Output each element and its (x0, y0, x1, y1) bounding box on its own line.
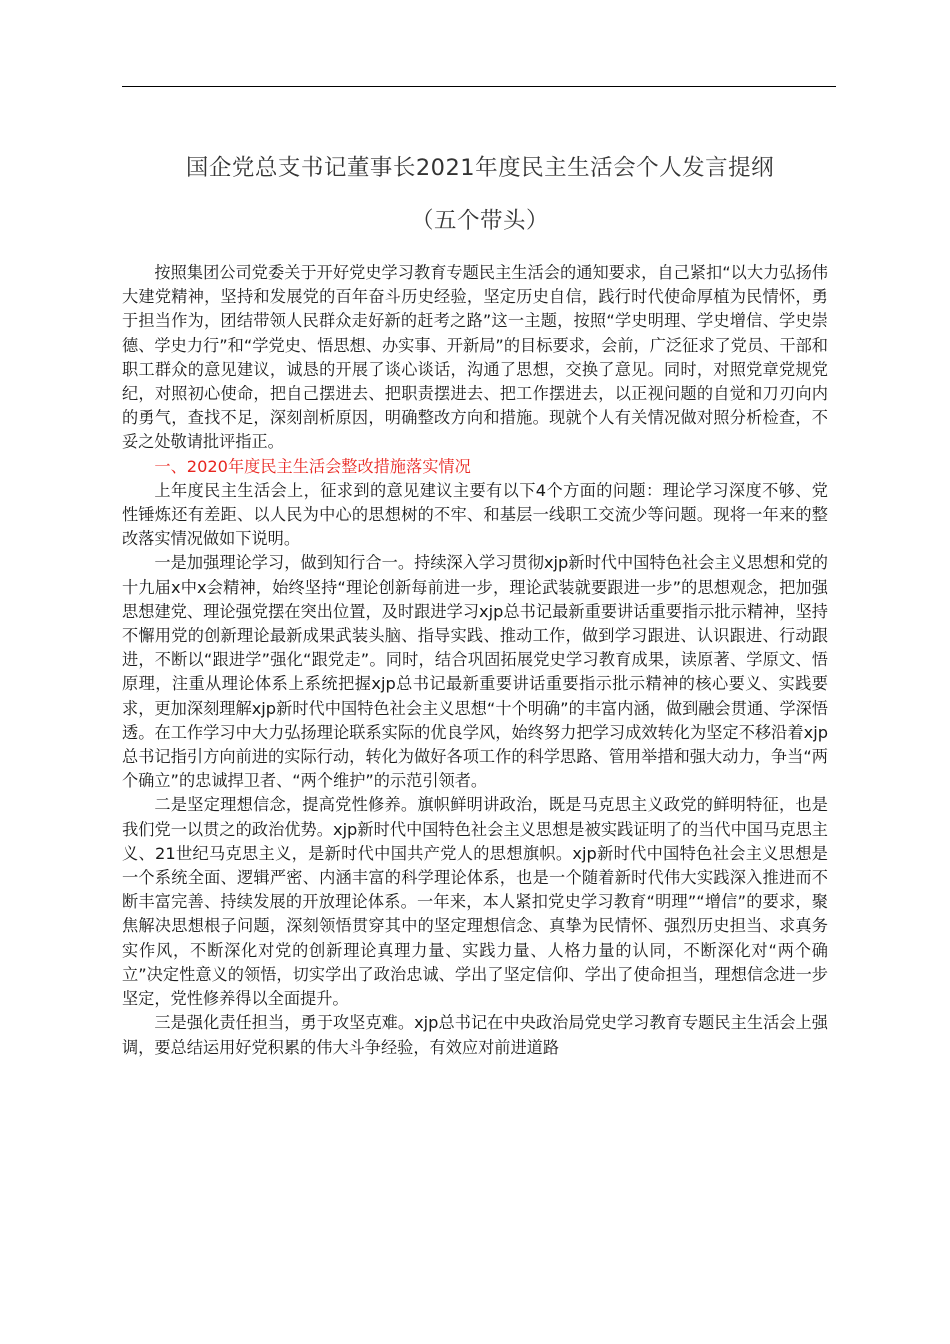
section-heading: 一、2020年度民主生活会整改措施落实情况 (154, 456, 471, 476)
paragraph-point-1: 一是加强理论学习，做到知行合一。持续深入学习贯彻xjp新时代中国特色社会主义思想和党的十九届x中x会精神，始终坚持“理论创新每前进一步，理论武装就要跟进一步”的思想观念，把加强思想建党、理论强党摆在突出位置，及时跟进学习xjp总书记最新重要讲话重要指示批示精神，坚持不懈用党的创新理论最新成果武装头脑、指导实践、推动工作，做到学习跟进、认识跟进、行动跟进，不断以“跟进学”强化“跟党走”。同时，结合巩固拓展党史学习教育成果，读原著、学原文、悟原理，注重从理论体系上系统把握xjp总书记最新重要讲话重要指示批示精神的核心要义、实践要求，更加深刻理解xjp新时代中国特色社会主义思想“十个明确”的丰富内涵，做到融会贯通、学深悟透。在工作学习中大力弘扬理论联系实际的优良学风，始终努力把学习成效转化为坚定不移沿着xjp总书记指引方向前进的实际行动，转化为做好各项工作的科学思路、管用举措和强大动力，争当“两个确立”的忠诚捍卫者、“两个维护”的示范引领者。 (122, 553, 828, 791)
paragraph-point-3: 三是强化责任担当，勇于攻坚克难。xjp总书记在中央政治局党史学习教育专题民主生活会上强调，要总结运用好党积累的伟大斗争经验，有效应对前进道路 (122, 1013, 828, 1057)
paragraph-intro: 按照集团公司党委关于开好党史学习教育专题民主生活会的通知要求，自己紧扣“以大力弘扬伟大建党精神，坚持和发展党的百年奋斗历史经验，坚定历史自信，践行时代使命厚植为民情怀，勇于担当作为，团结带领人民群众走好新的赶考之路”这一主题，按照“学史明理、学史增信、学史崇德、学史力行”和“学党史、悟思想、办实事、开新局”的目标要求，会前，广泛征求了党员、干部和职工群众的意见建议，诚恳的开展了谈心谈话，沟通了思想，交换了意见。同时，对照党章党规党纪，对照初心使命，把自己摆进去、把职责摆进去、把工作摆进去，以正视问题的自觉和刀刃向内的勇气，查找不足，深刻剖析原因，明确整改方向和措施。现就个人有关情况做对照分析检查，不妥之处敬请批评指正。 (122, 263, 828, 452)
document-body (122, 261, 828, 1060)
paragraph-summary: 上年度民主生活会上，征求到的意见建议主要有以下4个方面的问题：理论学习深度不够、党性锤炼还有差距、以人民为中心的思想树的不牢、和基层一线职工交流少等问题。现将一年来的整改落实情况做如下说明。 (122, 480, 828, 549)
document-title: 国企党总支书记董事长2021年度民主生活会个人发言提纲 (185, 155, 775, 181)
header-rule (122, 86, 836, 87)
document-subtitle: （五个带头） (410, 208, 549, 234)
paragraph-point-2: 二是坚定理想信念，提高党性修养。旗帜鲜明讲政治，既是马克思主义政党的鲜明特征，也是我们党一以贯之的政治优势。xjp新时代中国特色社会主义思想是被实践证明了的当代中国马克思主义、21世纪马克思主义，是新时代中国共产党人的思想旗帜。xjp新时代中国特色社会主义思想是一个系统全面、逻辑严密、内涵丰富的科学理论体系，也是一个随着新时代伟大实践深入推进而不断丰富完善、持续发展的开放理论体系。一年来，本人紧扣党史学习教育“明理”“增信”的要求，聚焦解决思想根子问题，深刻领悟贯穿其中的坚定理想信念、真挚为民情怀、强烈历史担当、求真务实作风，不断深化对党的创新理论真理力量、实践力量、人格力量的认同，不断深化对“两个确立”决定性意义的领悟，切实学出了政治忠诚、学出了坚定信仰、学出了使命担当，理想信念进一步坚定，党性修养得以全面提升。 (122, 795, 828, 1009)
